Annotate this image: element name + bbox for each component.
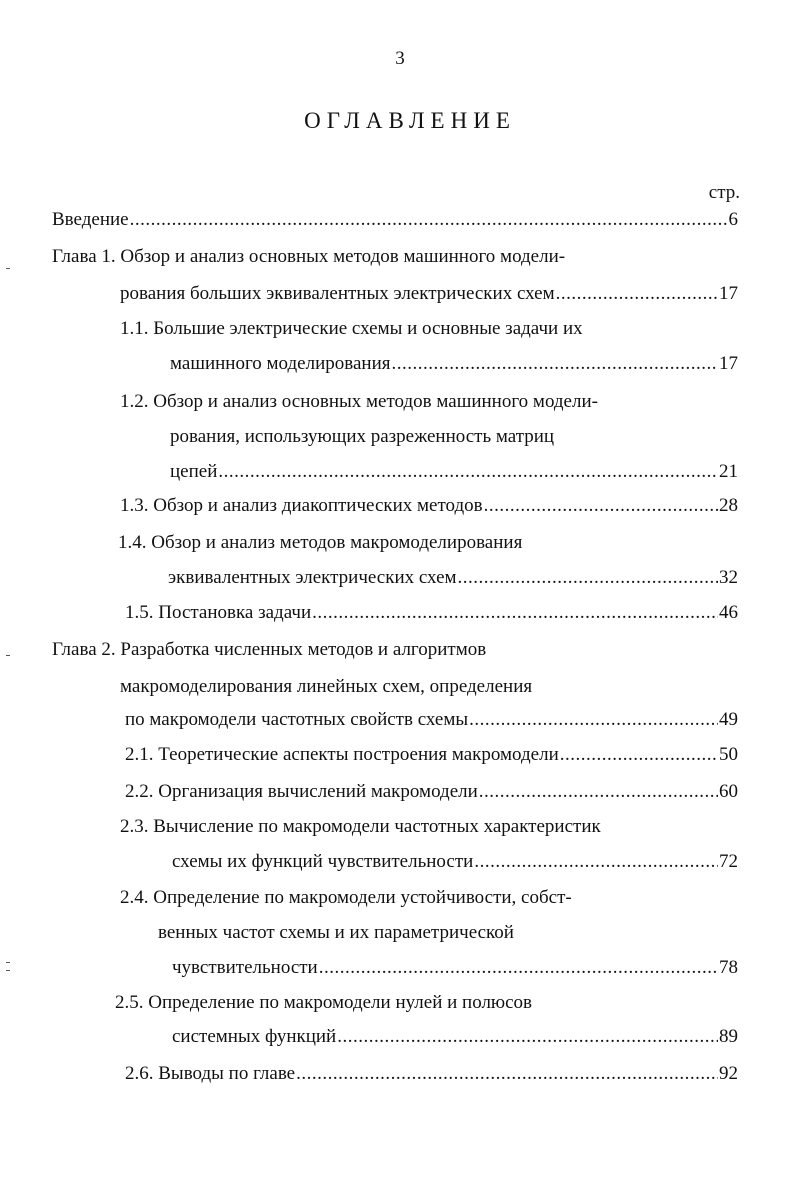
toc-section-2-4-line2[interactable]: венных частот схемы и их параметрической [158,922,514,943]
toc-section-1-5[interactable] [125,601,738,625]
leader-dots [218,460,718,484]
toc-chapter-2-line2[interactable]: макромоделирования линейных схем, определения [120,676,533,697]
toc-page-number: 17 [719,283,738,304]
scan-mark [6,962,10,963]
toc-chapter-1-line1[interactable]: Глава 1. Обзор и анализ основных методов машинного модели- [52,246,566,267]
toc-page-number: 32 [719,567,738,588]
toc-section-2-2[interactable] [125,780,738,804]
toc-section-2-3[interactable] [172,850,738,874]
toc-page-number: 60 [719,781,738,802]
toc-section-2-4-line1[interactable]: 2.4. Определение по макромодели устойчивости, собст- [120,887,572,908]
toc-section-2-1[interactable] [125,743,738,767]
leader-dots [556,282,718,306]
toc-entry-text: рования больших эквивалентных электрических схем [120,283,555,304]
toc-entry-text: машинного моделирования [170,353,391,374]
leader-dots [479,780,718,804]
toc-entry-text: 2.2. Организация вычислений макромодели [125,781,478,802]
toc-entry-text: системных функций [172,1026,337,1047]
leader-dots [312,601,718,625]
toc-entry-text: Введение [52,209,129,230]
toc-section-1-1[interactable] [170,352,738,376]
leader-dots [474,850,718,874]
page-number: 3 [395,48,405,69]
toc-chapter-1[interactable] [120,282,738,306]
toc-section-2-6[interactable] [125,1062,738,1086]
leader-dots [560,743,718,767]
toc-page-number: 78 [719,957,738,978]
toc-entry-text: чувствительности [172,957,318,978]
toc-entry-intro[interactable] [52,208,738,232]
toc-entry-text: 2.6. Выводы по главе [125,1063,296,1084]
toc-section-1-3[interactable] [120,494,738,518]
toc-entry-text: по макромодели частотных свойств схемы [125,709,469,730]
page-column-label: стр. [708,182,740,203]
leader-dots [296,1062,718,1086]
scan-mark [6,655,10,656]
toc-entry-text: 1.5. Постановка задачи [125,602,312,623]
leader-dots [392,352,719,376]
toc-section-2-3-line1[interactable]: 2.3. Вычисление по макромодели частотных характеристик [120,816,601,837]
page-title: ОГЛАВЛЕНИЕ [304,108,516,133]
toc-section-1-4-line1[interactable]: 1.4. Обзор и анализ методов макромоделирования [118,532,523,553]
toc-chapter-2[interactable] [125,708,738,732]
toc-entry-text: 1.3. Обзор и анализ диакоптических методов [120,495,483,516]
scan-mark [6,268,10,269]
toc-entry-text: схемы их функций чувствительности [172,851,474,872]
toc-section-1-4[interactable] [168,566,738,590]
toc-section-2-5-line1[interactable]: 2.5. Определение по макромодели нулей и полюсов [115,992,533,1013]
toc-page-number: 72 [719,851,738,872]
leader-dots [484,494,718,518]
toc-entry-text: 2.1. Теоретические аспекты построения макромодели [125,744,559,765]
toc-page-number: 49 [719,709,738,730]
toc-page-number: 6 [728,209,738,230]
toc-section-2-4[interactable] [172,956,738,980]
leader-dots [458,566,718,590]
toc-page-number: 46 [719,602,738,623]
leader-dots [469,708,718,732]
toc-page-number: 28 [719,495,738,516]
toc-section-1-2[interactable] [170,460,738,484]
toc-section-1-2-line1[interactable]: 1.2. Обзор и анализ основных методов машинного модели- [120,391,598,412]
toc-page-number: 17 [719,353,738,374]
leader-dots [337,1025,718,1049]
toc-section-1-1-line1[interactable]: 1.1. Большие электрические схемы и основные задачи их [120,318,583,339]
toc-chapter-2-line1[interactable]: Глава 2. Разработка численных методов и алгоритмов [52,639,487,660]
toc-page-number: 50 [719,744,738,765]
scan-mark [6,970,10,971]
toc-page-number: 89 [719,1026,738,1047]
toc-section-2-5[interactable] [172,1025,738,1049]
toc-page-number: 92 [719,1063,738,1084]
toc-entry-text: цепей [170,461,218,482]
leader-dots [319,956,718,980]
toc-page-number: 21 [719,461,738,482]
toc-entry-text: эквивалентных электрических схем [168,567,457,588]
toc-section-1-2-line2[interactable]: рования, использующих разреженность матриц [170,426,555,447]
leader-dots [130,208,728,232]
